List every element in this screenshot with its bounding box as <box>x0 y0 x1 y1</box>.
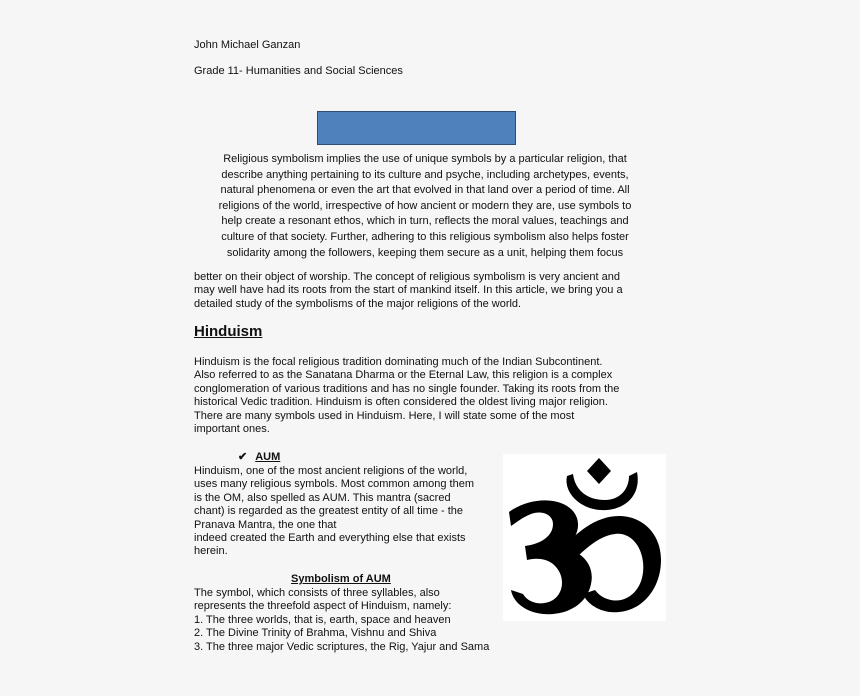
text-line: Pranava Mantra, the one that <box>194 518 337 531</box>
symbolism-paragraph <box>194 587 514 654</box>
list-item: 1. The three worlds, that is, earth, space and heaven <box>194 613 451 626</box>
text-line: The symbol, which consists of three syllables, also <box>194 587 440 599</box>
title-box <box>317 111 516 145</box>
text-line: indeed created the Earth and everything else that exists <box>194 532 466 545</box>
author-name: John Michael Ganzan <box>194 39 301 51</box>
aum-paragraph <box>194 465 499 559</box>
intro-continuation <box>194 271 664 311</box>
text-line: help create a resonant ethos, which in turn, reflects the moral values, teachings and <box>221 215 629 228</box>
list-item: 3. The three major Vedic scriptures, the Rig, Yajur and Sama <box>194 640 490 653</box>
om-symbol-icon <box>503 454 666 621</box>
text-line: may well have had its roots from the start of mankind itself. In this article, we bring you a <box>194 284 623 297</box>
text-line: chant) is regarded as the greatest entity of all time - the <box>194 505 464 518</box>
text-line: conglomeration of various traditions and has no single founder. Taking its roots from the <box>194 382 620 395</box>
om-symbol-image <box>503 454 666 621</box>
text-line: important ones. <box>194 423 270 436</box>
text-line: better on their object of worship. The concept of religious symbolism is very ancient and <box>194 271 620 283</box>
text-line: describe anything pertaining to its culture and psyche, including archetypes, events, <box>221 168 629 181</box>
text-line: Religious symbolism implies the use of unique symbols by a particular religion, that <box>223 153 627 165</box>
text-line: is the OM, also spelled as AUM. This mantra (sacred <box>194 491 451 504</box>
text-line: natural phenomena or even the art that evolved in that land over a period of time. All <box>220 184 630 197</box>
text-line: detailed study of the symbolisms of the major religions of the world. <box>194 297 522 310</box>
section-heading-hinduism: Hinduism <box>194 323 263 340</box>
text-line: Also referred to as the Sanatana Dharma or the Eternal Law, this religion is a complex <box>194 369 613 382</box>
text-line: culture of that society. Further, adhering to this religious symbolism also helps foster <box>221 230 629 243</box>
text-line: Hinduism, one of the most ancient religions of the world, <box>194 465 468 477</box>
text-line: religions of the world, irrespective of how ancient or modern they are, use symbols to <box>218 199 632 212</box>
intro-paragraph <box>200 152 650 261</box>
text-line: solidarity among the followers, keeping them secure as a unit, helping them focus <box>226 246 624 259</box>
text-line: represents the threefold aspect of Hinduism, namely: <box>194 600 452 613</box>
subheading-symbolism-of-aum: Symbolism of AUM <box>291 573 391 585</box>
subheading-aum-label: AUM <box>255 451 281 463</box>
text-line: Hinduism is the focal religious tradition dominating much of the Indian Subcontinent. <box>194 356 603 368</box>
hinduism-paragraph <box>194 356 664 436</box>
checkmark-icon: ✔ <box>238 451 248 463</box>
list-item: 2. The Divine Trinity of Brahma, Vishnu and Shiva <box>194 627 437 640</box>
text-line: historical Vedic tradition. Hinduism is often considered the oldest living major religion. <box>194 396 608 409</box>
grade-line: Grade 11- Humanities and Social Sciences <box>194 65 403 77</box>
text-line: herein. <box>194 545 228 558</box>
subheading-aum <box>238 451 280 464</box>
text-line: There are many symbols used in Hinduism. Here, I will state some of the most <box>194 409 575 422</box>
text-line: uses many religious symbols. Most common among them <box>194 478 474 491</box>
